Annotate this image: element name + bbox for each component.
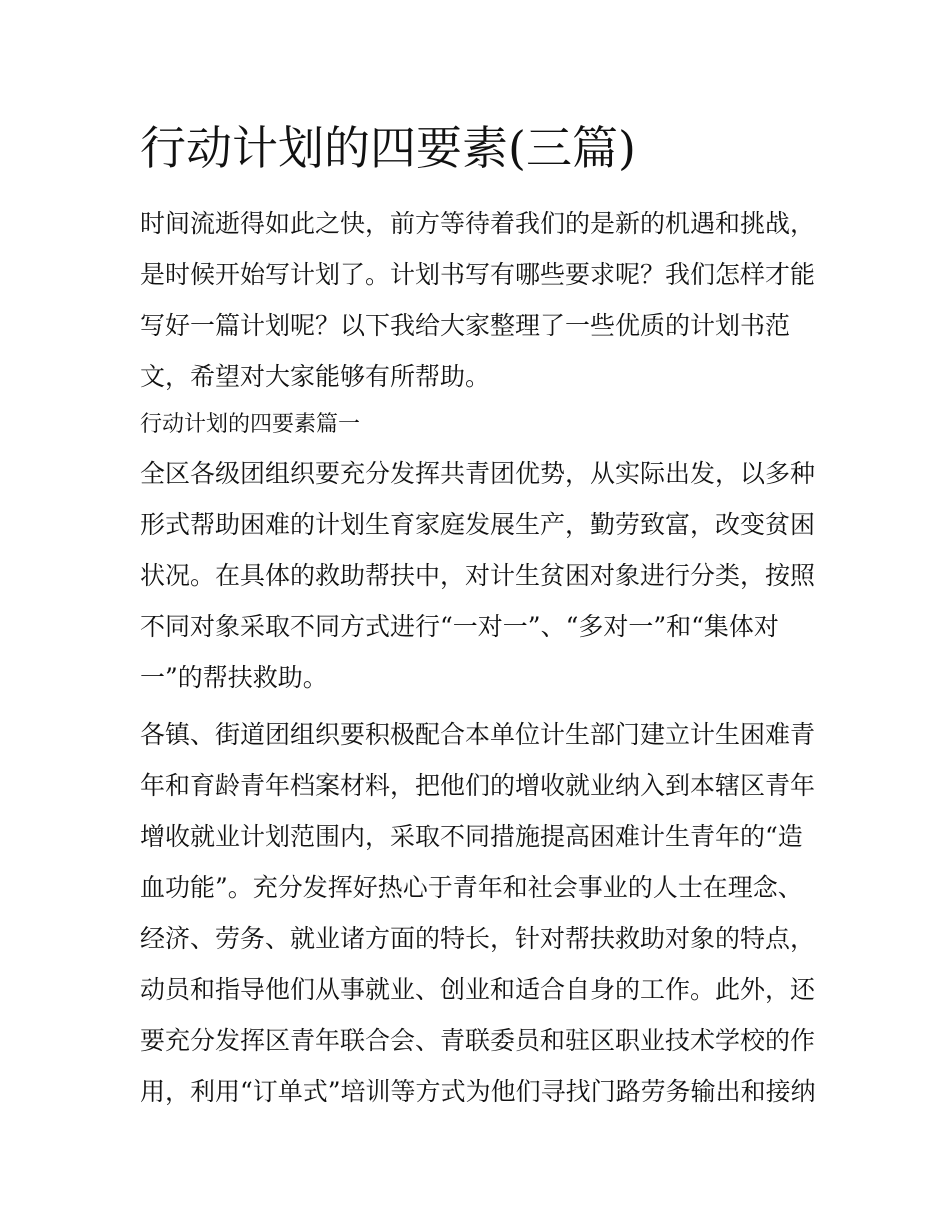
- paragraph-line: 全区各级团组织要充分发挥共青团优势，从实际出发，以多种: [140, 459, 816, 488]
- paragraph-line: 年和育龄青年档案材料，把他们的增收就业纳入到本辖区青年: [140, 771, 816, 800]
- paragraph-2: [140, 709, 820, 1117]
- paragraph-line: 血功能”。充分发挥好热心于青年和社会事业的人士在理念、: [140, 873, 803, 902]
- document-page: [140, 118, 820, 1117]
- intro-line: 时间流逝得如此之快，前方等待着我们的是新的机遇和挑战，: [140, 209, 816, 238]
- paragraph-line: 经济、劳务、就业诸方面的特长，针对帮扶救助对象的特点，: [140, 924, 816, 953]
- paragraph-line: 要充分发挥区青年联合会、青联委员和驻区职业技术学校的作: [140, 1026, 816, 1055]
- paragraph-line: 动员和指导他们从事就业、创业和适合自身的工作。此外，还: [140, 975, 816, 1004]
- paragraph-line: 用，利用“订单式”培训等方式为他们寻找门路劳务输出和接纳: [140, 1077, 816, 1106]
- intro-line: 文，希望对大家能够有所帮助。: [140, 362, 491, 391]
- section-heading: 行动计划的四要素篇一: [140, 412, 361, 437]
- intro-line: 是时候开始写计划了。计划书写有哪些要求呢？我们怎样才能: [140, 260, 816, 289]
- paragraph-line: 不同对象采取不同方式进行“一对一”、“多对一”和“集体对: [140, 612, 779, 641]
- intro-paragraph: [140, 198, 820, 402]
- intro-line: 写好一篇计划呢？以下我给大家整理了一些优质的计划书范: [140, 311, 791, 340]
- paragraph-1: [140, 448, 820, 703]
- paragraph-line: 增收就业计划范围内，采取不同措施提高困难计生青年的“造: [140, 822, 803, 851]
- paragraph-line: 状况。在具体的救助帮扶中，对计生贫困对象进行分类，按照: [140, 561, 816, 590]
- paragraph-line: 各镇、街道团组织要积极配合本单位计生部门建立计生困难青: [140, 720, 816, 749]
- paragraph-line: 形式帮助困难的计划生育家庭发展生产，勤劳致富，改变贫困: [140, 510, 816, 539]
- paragraph-line: 一”的帮扶救助。: [140, 663, 328, 692]
- document-title: 行动计划的四要素(三篇): [140, 121, 636, 175]
